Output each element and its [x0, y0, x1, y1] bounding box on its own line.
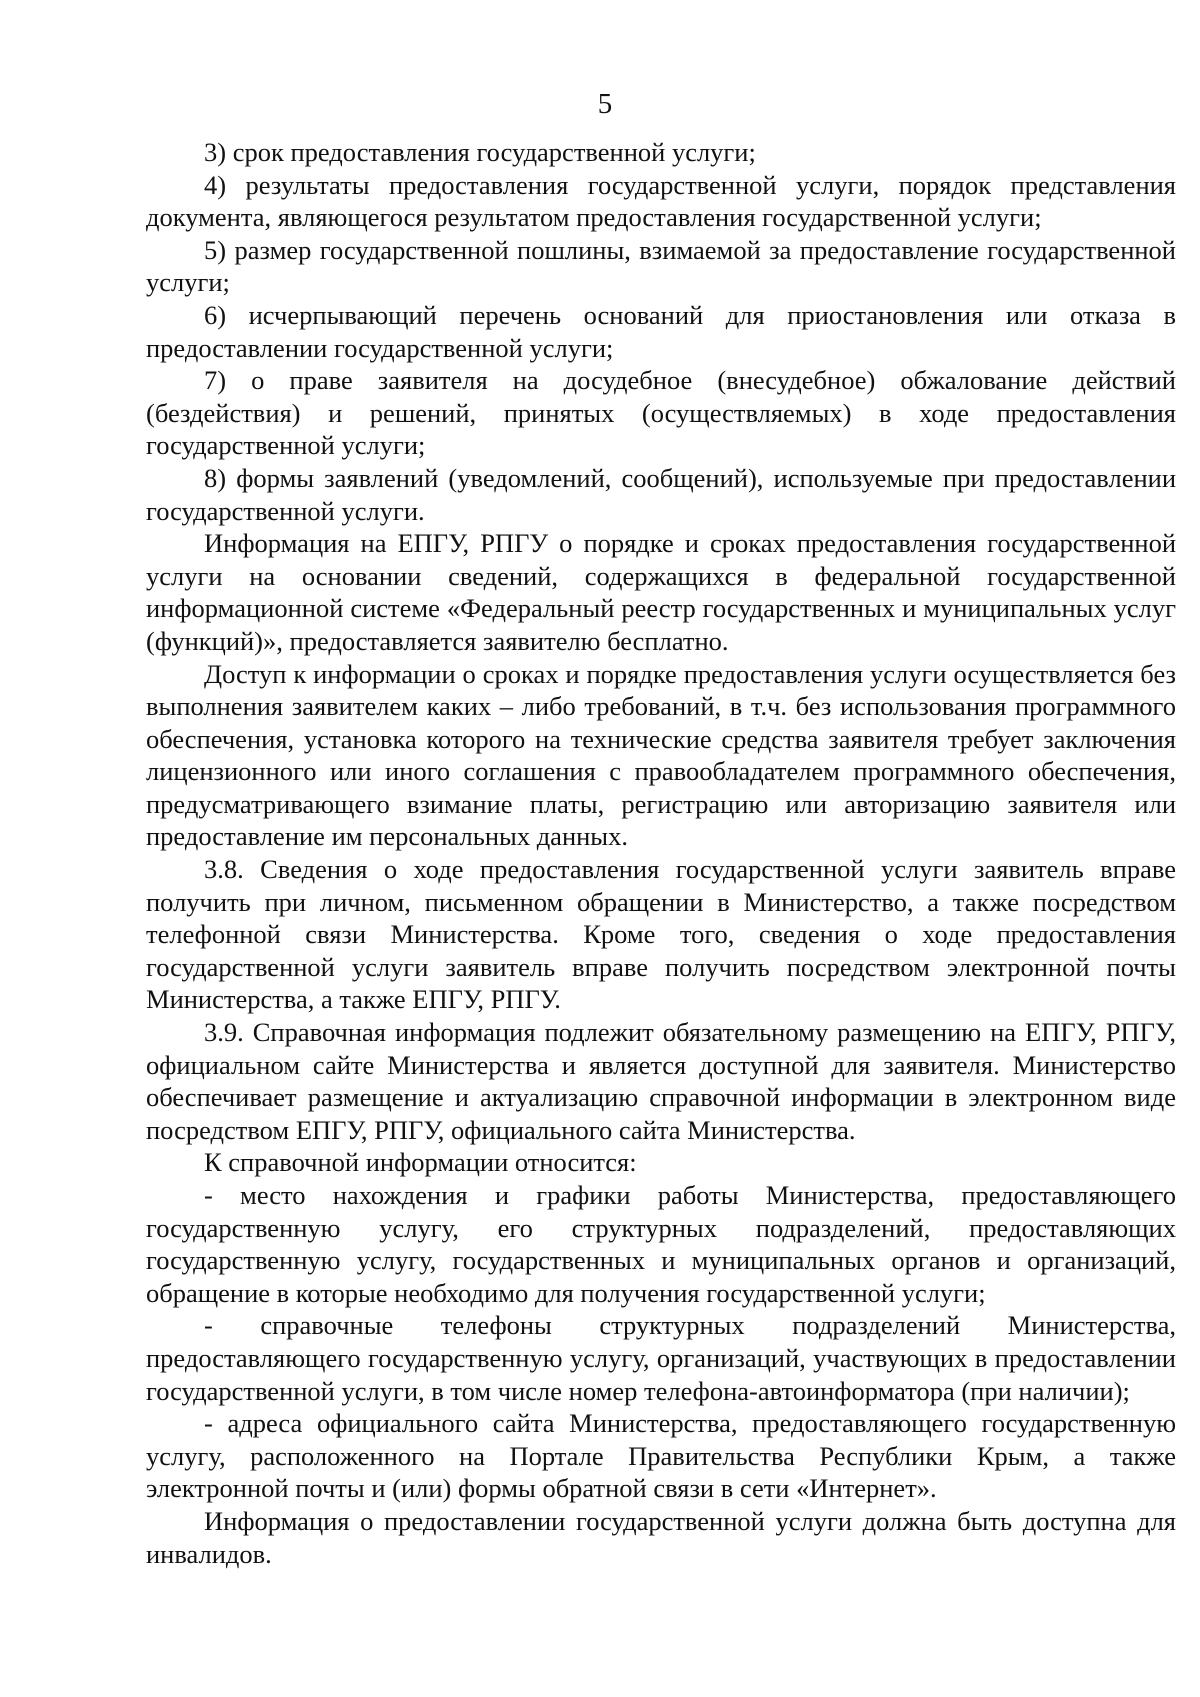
- list-item-5: 5) размер государственной пошлины, взимаемой за предоставление государственной услуги;: [146, 234, 1176, 298]
- paragraph-reference-intro: К справочной информации относится:: [204, 1147, 637, 1178]
- bullet-location: - место нахождения и графики работы Министерства, предоставляющего государственную услугу, его структурных подразделений, предоставляющих государственную услугу, государственных и муниципальных органов и организаций, обращение в которые необходимо для получения государственной услуги;: [146, 1180, 1176, 1308]
- paragraph-3-8: 3.8. Сведения о ходе предоставления государственной услуги заявитель вправе получить при личном, письменном обращении в Министерство, а также посредством телефонной связи Министерства. Кроме того, сведения о ходе предоставления государственной услуги заявитель вправе получить посредством электронной почты Министерства, а также ЕПГУ, РПГУ.: [146, 854, 1176, 1015]
- bullet-phones: - справочные телефоны структурных подразделений Министерства, предоставляющего государственную услугу, организаций, участвующих в предоставлении государственной услуги, в том числе номер телефона-автоинформатора (при наличии);: [146, 1310, 1176, 1406]
- list-item-4: 4) результаты предоставления государственной услуги, порядок представления документа, являющегося результатом предоставления государственной услуги;: [146, 169, 1176, 233]
- paragraph-epgu-info: Информация на ЕПГУ, РПГУ о порядке и сроках предоставления государственной услуги на основании сведений, содержащихся в федеральной государственной информационной системе «Федеральный реестр государственных и муниципальных услуг (функций)», предоставляется заявителю бесплатно.: [146, 528, 1176, 656]
- document-body: [146, 136, 1176, 1570]
- list-item-7: 7) о праве заявителя на досудебное (внесудебное) обжалование действий (бездействия) и решений, принятых (осуществляемых) в ходе предоставления государственной услуги;: [146, 365, 1176, 461]
- paragraph-access: Доступ к информации о сроках и порядке предоставления услуги осуществляется без выполнения заявителем каких – либо требований, в т.ч. без использования программного обеспечения, установка которого на технические средства заявителя требует заключения лицензионного или иного соглашения с правообладателем программного обеспечения, предусматривающего взимание платы, регистрацию или авторизацию заявителя или предоставление им персональных данных.: [146, 658, 1176, 852]
- paragraph-disabled-access: Информация о предоставлении государственной услуги должна быть доступна для инвалидов.: [146, 1505, 1176, 1569]
- list-item-6: 6) исчерпывающий перечень оснований для приостановления или отказа в предоставлении государственной услуги;: [146, 299, 1176, 363]
- list-item-3: 3) срок предоставления государственной услуги;: [204, 137, 756, 167]
- page-number: 5: [597, 88, 613, 120]
- bullet-website: - адреса официального сайта Министерства, предоставляющего государственную услугу, расположенного на Портале Правительства Республики Крым, а также электронной почты и (или) формы обратной связи в сети «Интернет».: [146, 1408, 1176, 1504]
- list-item-8: 8) формы заявлений (уведомлений, сообщений), используемые при предоставлении государственной услуги.: [146, 462, 1176, 526]
- paragraph-3-9: 3.9. Справочная информация подлежит обязательному размещению на ЕПГУ, РПГУ, официальном сайте Министерства и является доступной для заявителя. Министерство обеспечивает размещение и актуализацию справочной информации в электронном виде посредством ЕПГУ, РПГУ, официального сайта Министерства.: [146, 1017, 1176, 1145]
